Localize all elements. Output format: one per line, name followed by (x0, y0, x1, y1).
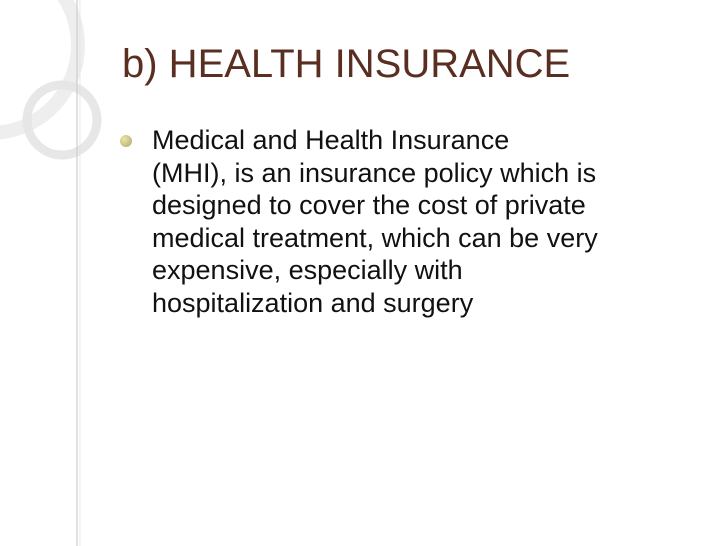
bullet-list (116, 124, 706, 319)
bullet-item (116, 124, 706, 319)
slide-title: b) HEALTH INSURANCE (122, 42, 571, 86)
bullet-circle-icon (120, 135, 132, 147)
large-ring-decoration (0, 0, 78, 133)
bullet-text-line: designed to cover the cost of private (152, 190, 586, 220)
bullet-text-line: medical treatment, which can be very (152, 222, 598, 253)
bullet-text-line: expensive, especially with (152, 255, 463, 285)
bullet-text-line: hospitalization and surgery (152, 287, 474, 318)
bullet-text-line: Medical and Health Insurance (152, 125, 510, 155)
bullet-text-line: (MHI), is an insurance policy which is (152, 157, 597, 188)
